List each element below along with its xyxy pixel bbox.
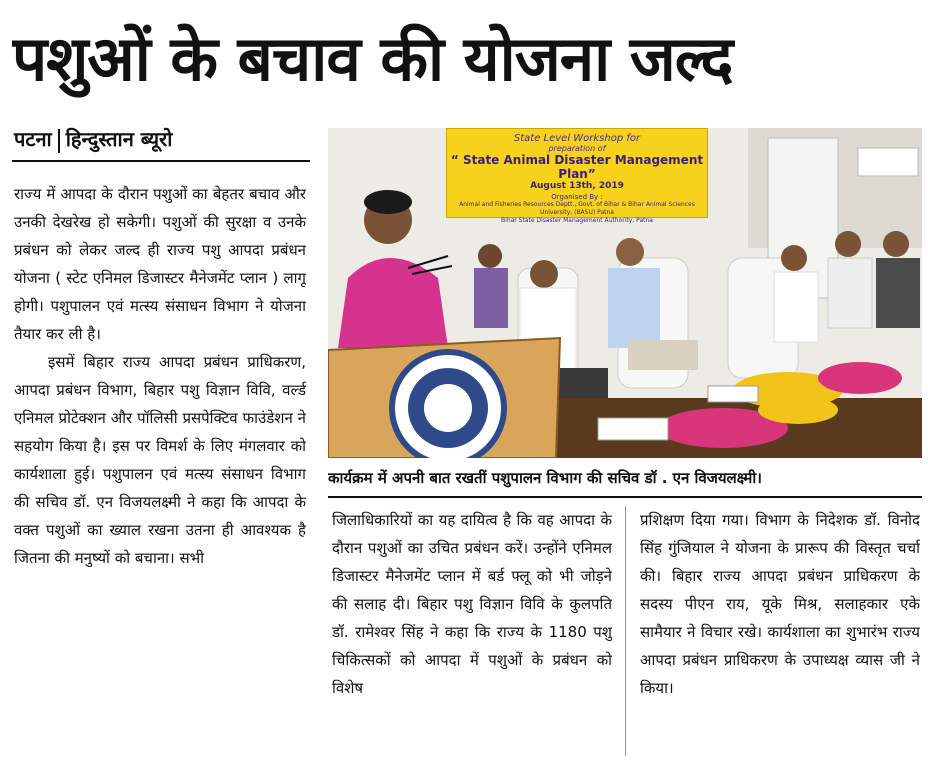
column-divider bbox=[625, 506, 626, 756]
paragraph-1: राज्य में आपदा के दौरान पशुओं का बेहतर बचाव और उनकी देखरेख हो सकेगी। पशुओं की सुरक्षा व उनके प्रबंधन को लेकर जल्द ही राज्य पशु आपदा प्रबंधन योजना ( स्टेट एनिमल डिजास्टर मैनेजमेंट प्लान ) लागू होगी। पशुपालन एवं मत्स्य संसाधन विभाग ने योजना तैयार कर ली है। bbox=[14, 185, 306, 343]
news-photo bbox=[328, 128, 922, 458]
column-2-text: जिलाधिकारियों का यह दायित्व है कि वह आपदा के दौरान पशुओं का उचित प्रबंधन करें। उन्होंने एनिमल डिजास्टर मैनेजमेंट प्लान में बर्ड फ्लू को भी जोड़ने की सलाह दी। बिहार पशु विज्ञान विवि के कुलपति डॉ. रामेश्वर सिंह ने कहा कि राज्य के 1180 पशु चिकित्सकों को आपदा में पशुओं के प्रबंधन को विशेष bbox=[332, 511, 612, 697]
banner-date: August 13th, 2019 bbox=[530, 181, 624, 191]
article-column-2 bbox=[332, 506, 612, 756]
article-column-1 bbox=[14, 180, 306, 755]
column-3-text: प्रशिक्षण दिया गया। विभाग के निदेशक डॉ. विनोद सिंह गुंजियाल ने योजना के प्रारूप की विस्तृत चर्चा की। बिहार राज्य आपदा प्रबंधन प्राधिकरण के सदस्य पीएन राय, यूके मिश्र, सलाहकार एके सामैयार ने विचार रखे। कार्यशाला का शुभारंभ राज्य आपदा प्रबंधन प्राधिकरण के उपाध्यक्ष व्यास जी ने किया। bbox=[640, 511, 920, 697]
banner-organiser-1: Animal and Fisheries Resources Deptt., Govt. of Bihar & Bihar Animal Sciences University, (BASU) Patna bbox=[459, 201, 695, 216]
byline-rule bbox=[12, 160, 310, 162]
byline-separator bbox=[58, 129, 60, 153]
headline: पशुओं के बचाव की योजना जल्द bbox=[12, 22, 733, 95]
caption-rule bbox=[328, 496, 922, 498]
byline-bureau: हिन्दुस्तान ब्यूरो bbox=[65, 127, 173, 151]
article-column-3 bbox=[640, 506, 920, 756]
byline bbox=[14, 124, 172, 154]
banner-line-2: preparation of bbox=[548, 144, 606, 153]
byline-place: पटना bbox=[14, 127, 52, 151]
event-banner bbox=[446, 128, 708, 224]
photo-caption: कार्यक्रम में अपनी बात रखतीं पशुपालन विभाग की सचिव डॉ . एन विजयलक्ष्मी। bbox=[328, 469, 762, 487]
banner-title: “ State Animal Disaster Management Plan” bbox=[450, 153, 704, 181]
paragraph-2: इसमें बिहार राज्य आपदा प्रबंधन प्राधिकरण, आपदा प्रबंधन विभाग, बिहार पशु विज्ञान विवि, वर्ल्ड एनिमल प्रोटेक्शन और पॉलिसी प्रसपेक्टिव फाउंडेशन ने सहयोग किया है। इस पर विमर्श के लिए मंगलवार को कार्यशाला हुई। पशुपालन एवं मत्स्य संसाधन विभाग की सचिव डॉ. एन विजयलक्ष्मी ने कहा कि आपदा के वक्त पशुओं का ख्याल रखना उतना ही आवश्यक है जितना की मनुष्यों को बचाना। सभी bbox=[14, 353, 306, 567]
banner-line-1: State Level Workshop for bbox=[513, 133, 641, 144]
banner-organiser-2: Bihar State Disaster Management Authority, Patna bbox=[501, 217, 653, 224]
banner-organised-by: Organised By : bbox=[551, 193, 603, 201]
